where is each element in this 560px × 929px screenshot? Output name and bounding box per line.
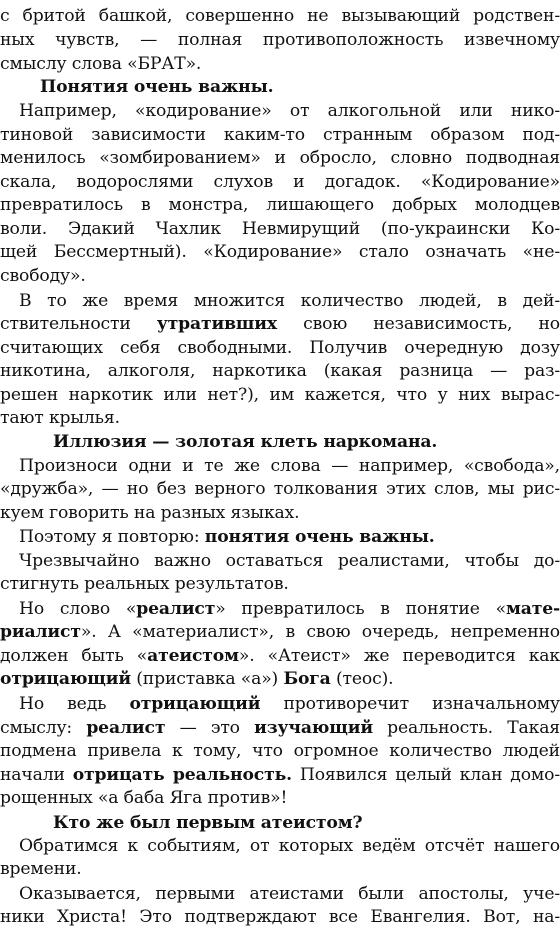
text-line: Например, «кодирование» от алкогольной или нико-: [19, 101, 560, 121]
text-line: Оказывается, первыми атеистами были апостолы, уче-: [19, 884, 560, 904]
text-line: считающих себя свободными. Получив очередную дозу: [0, 338, 560, 358]
text-line: ствительности утративших свою независимость, но: [0, 314, 560, 334]
text-line: тают крылья.: [0, 408, 120, 428]
text-line: времени.: [0, 859, 82, 879]
text-line: Произноси одни и те же слова — например, «свобода»,: [19, 456, 560, 476]
text-line: свободу».: [0, 266, 86, 286]
text-line: превратилось в монстра, лишающего добрых молодцев: [0, 195, 560, 215]
text-line: Обратимся к событиям, от которых ведём отсчёт нашего: [19, 836, 560, 856]
text-line: «дружба», — но без верного толкования этих слов, мы рис-: [0, 479, 560, 499]
text-line: никотина, алкоголя, наркотика (какая разница — раз-: [0, 361, 560, 381]
text-line: отрицающий (приставка «а») Бога (теос).: [0, 669, 394, 689]
section-heading: Иллюзия — золотая клеть наркомана.: [53, 432, 438, 452]
text-line: скала, водорослями слухов и догадок. «Кодирование»: [0, 172, 560, 192]
text-line: решен наркотик или нет?), им кажется, что у них вырас-: [0, 385, 560, 405]
text-line: Но ведь отрицающий противоречит изначальному: [19, 694, 560, 714]
text-line: с бритой башкой, совершенно не вызывающий родствен-: [0, 6, 560, 26]
text-line: ных чувств, — полная противоположность извечному: [0, 30, 560, 50]
section-heading: Понятия очень важны.: [40, 77, 274, 97]
text-line: ники Христа! Это подтверждают все Евангелия. Вот, на-: [0, 907, 560, 927]
text-line: щей Бессмертный). «Кодирование» стало означать «не-: [0, 242, 560, 262]
text-line: должен быть «атеистом». «Атеист» же переводится как: [0, 646, 560, 666]
text-line: Поэтому я повторю: понятия очень важны.: [19, 527, 435, 547]
text-line: куем говорить на разных языках.: [0, 503, 300, 523]
text-line: В то же время множится количество людей, в дей-: [19, 291, 560, 311]
text-line: Чрезвычайно важно оставаться реалистами, чтобы до-: [19, 551, 560, 571]
text-line: риалист». А «материалист», в свою очередь, непременно: [0, 622, 560, 642]
text-line: подмена привела к тому, что огромное количество людей: [0, 741, 560, 761]
text-line: воли. Эдакий Чахлик Невмирущий (по-украински Ко-: [0, 219, 560, 239]
text-line: менилось «зомбированием» и обросло, словно подводная: [0, 148, 560, 168]
text-line: тиновой зависимости каким-то странным образом под-: [0, 125, 560, 145]
text-line: стигнуть реальных результатов.: [0, 574, 289, 594]
section-heading: Кто же был первым атеистом?: [53, 813, 363, 833]
text-line: рощенных «а баба Яга против»!: [0, 788, 288, 808]
text-line: начали отрицать реальность. Появился целый клан домо-: [0, 765, 560, 785]
text-line: смыслу слова «БРАТ».: [0, 54, 202, 74]
text-line: Но слово «реалист» превратилось в понятие «мате-: [19, 599, 560, 619]
text-line: смыслу: реалист — это изучающий реальность. Такая: [0, 718, 560, 738]
